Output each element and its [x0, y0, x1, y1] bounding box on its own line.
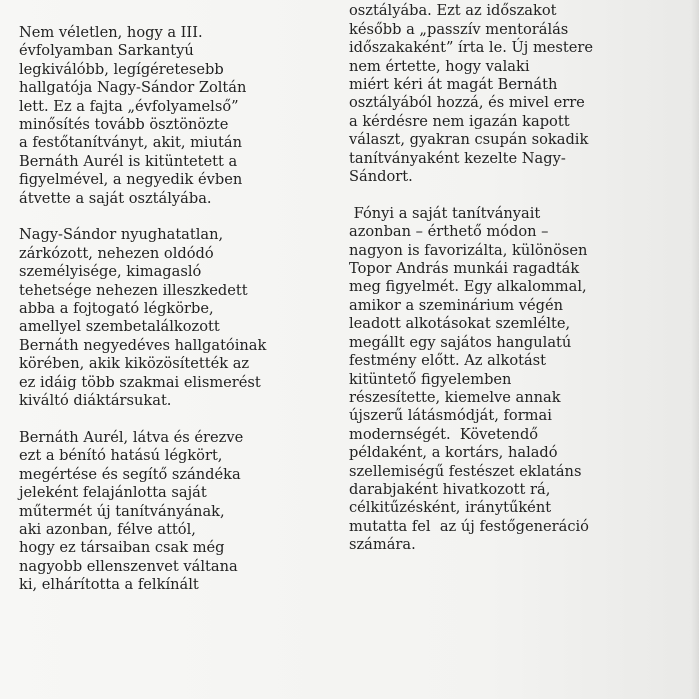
text-line: meg figyelmét. Egy alkalommal,: [349, 278, 587, 296]
page-edge-shadow: [691, 0, 699, 699]
text-line: Nem véletlen, hogy a III.: [19, 24, 203, 41]
text-line: számára.: [349, 536, 416, 554]
text-line: célkitűzésként, iránytűként: [349, 499, 552, 517]
paragraph: [19, 24, 319, 208]
paragraph: [349, 205, 679, 555]
text-line: Bernáth Aurél, látva és érezve: [19, 428, 244, 446]
text-line: ki, elhárította a felkínált: [19, 576, 199, 594]
text-line: lett. Ez a fajta „évfolyamelső”: [19, 97, 239, 115]
text-line: kitüntető figyelemben: [349, 370, 512, 388]
text-line: Nagy-Sándor nyughatatlan,: [19, 226, 224, 244]
right-text-column: [349, 0, 679, 573]
paragraph: [349, 0, 679, 186]
text-line: leadott alkotásokat szemlélte,: [349, 315, 571, 333]
text-line: Bernáth negyedéves hallgatóinak: [19, 336, 267, 354]
text-line: szellemiségű festészet eklatáns: [349, 462, 582, 480]
text-line: időszakaként” írta le. Új mestere: [349, 39, 594, 57]
text-line: évfolyamban Sarkantyú: [19, 42, 194, 60]
text-line: kiváltó diáktársukat.: [19, 392, 172, 410]
text-line: műtermét új tanítványának,: [19, 502, 225, 520]
text-line: példaként, a kortárs, haladó: [349, 444, 558, 462]
text-line: tehetsége nehezen illeszkedett: [19, 281, 248, 299]
text-line: nagyon is favorizálta, különösen: [349, 241, 588, 259]
text-line: osztályából hozzá, és mivel erre: [349, 94, 585, 112]
text-line: részesítette, kiemelve annak: [349, 388, 561, 406]
text-line: abba a fojtogató légkörbe,: [19, 300, 214, 318]
text-line: aki azonban, félve attól,: [19, 520, 196, 538]
text-line: újszerű látásmódját, formai: [349, 407, 552, 425]
paragraph: [19, 226, 319, 410]
text-line: osztályába. Ezt az időszakot: [349, 2, 557, 20]
text-line: Sándort.: [349, 168, 413, 186]
text-line: Bernáth Aurél is kitüntetett a: [19, 152, 238, 170]
text-line: később a „passzív mentorálás: [349, 20, 569, 38]
text-line: körében, akik kiközösítették az: [19, 355, 250, 373]
text-line: amellyel szembetalálkozott: [19, 318, 220, 336]
text-line: festmény előtt. Az alkotást: [349, 352, 547, 370]
text-line: tanítványaként kezelte Nagy-: [349, 149, 566, 167]
text-line: hallgatója Nagy-Sándor Zoltán: [19, 79, 247, 97]
text-line: ezt a bénító hatású légkört,: [19, 447, 223, 465]
paragraph: [19, 429, 319, 595]
text-line: nem értette, hogy valaki: [349, 57, 530, 75]
text-line: a festőtanítványt, akit, miután: [19, 134, 242, 152]
text-line: személyisége, kimagasló: [19, 263, 202, 281]
text-line: ez idáig több szakmai elismerést: [19, 373, 261, 391]
text-line: átvette a saját osztályába.: [19, 189, 212, 207]
text-line: nagyobb ellenszenvet váltana: [19, 557, 238, 575]
text-line: amikor a szeminárium végén: [349, 296, 563, 314]
text-line: a kérdésre nem igazán kapott: [349, 112, 570, 130]
text-line: miért kéri át magát Bernáth: [349, 76, 558, 94]
text-line: hogy ez társaiban csak még: [19, 539, 225, 557]
text-line: azonban – érthető módon –: [349, 223, 549, 241]
text-line: jeleként felajánlotta saját: [19, 484, 207, 502]
text-line: modernségét. Követendő: [349, 425, 539, 443]
text-line: választ, gyakran csupán sokadik: [349, 131, 589, 149]
text-line: darabjaként hivatkozott rá,: [349, 480, 551, 498]
text-line: legkiválóbb, legígéretesebb: [19, 60, 224, 78]
text-line: megértése és segítő szándéka: [19, 465, 241, 483]
left-text-column: [19, 24, 319, 613]
text-line: minősítés tovább ösztönözte: [19, 116, 229, 134]
text-line: mutatta fel az új festőgeneráció: [349, 517, 589, 535]
text-line: figyelmével, a negyedik évben: [19, 171, 243, 189]
text-line: Fónyi a saját tanítványait: [349, 204, 541, 222]
text-line: zárkózott, nehezen oldódó: [19, 244, 214, 262]
text-line: Topor András munkái ragadták: [349, 260, 580, 278]
text-line: megállt egy sajátos hangulatú: [349, 333, 572, 351]
